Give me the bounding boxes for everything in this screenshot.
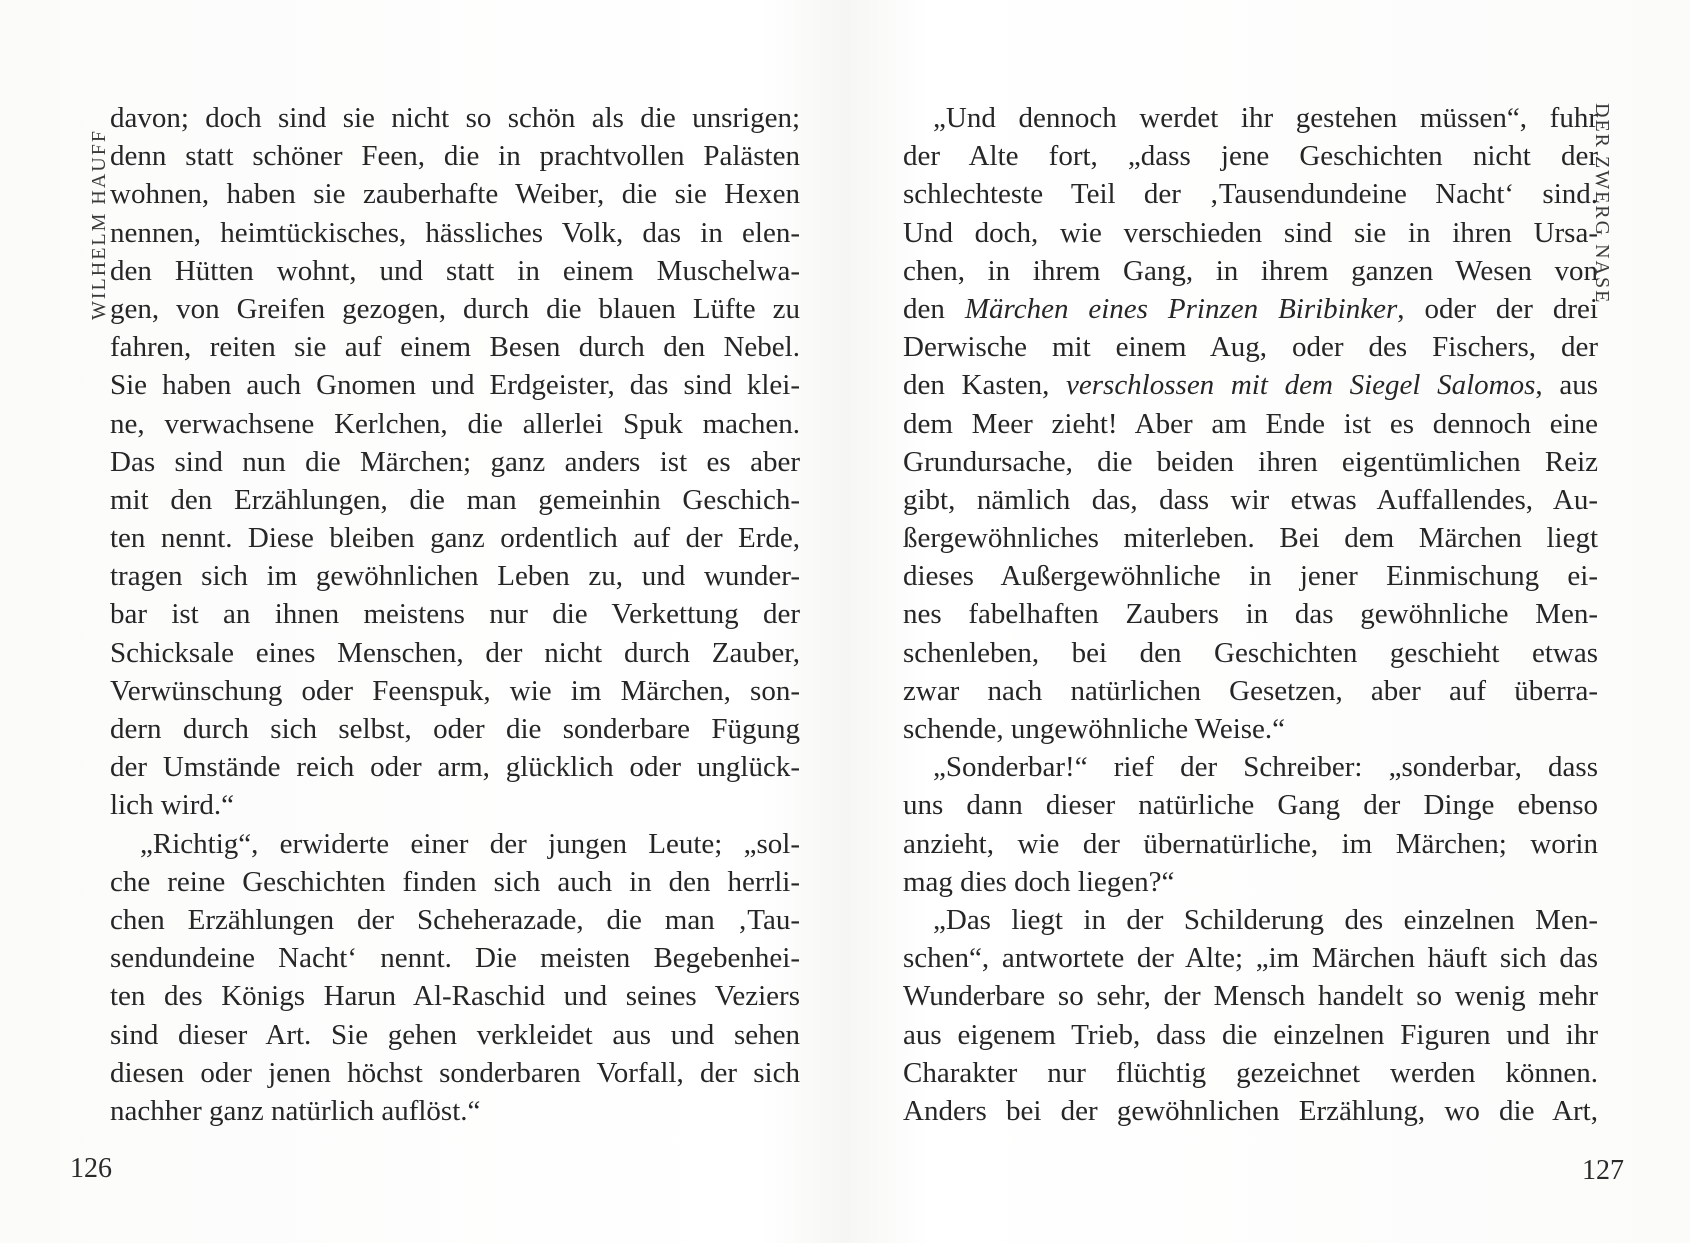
text-line: diesen oder jenen höchst sonderbaren Vorfall, der sich — [110, 1056, 800, 1089]
text-line: Charakter nur flüchtig gezeichnet werden können. — [903, 1056, 1598, 1089]
text-line: bar ist an ihnen meistens nur die Verkettung der — [110, 598, 800, 631]
text-line: nennen, heimtückisches, hässliches Volk, das in elen- — [110, 216, 800, 249]
right-page — [845, 0, 1690, 1243]
text-line: ten nennt. Diese bleiben ganz ordentlich auf der Erde, — [110, 522, 800, 555]
text-line: schende, ungewöhnliche Weise.“ — [903, 713, 1286, 745]
text-line: che reine Geschichten finden sich auch in den herrli- — [110, 865, 800, 898]
text-line: aus eigenem Trieb, dass die einzelnen Figuren und ihr — [903, 1018, 1598, 1051]
text-line: dern durch sich selbst, oder die sonderbare Fügung — [110, 713, 800, 745]
text-line: schlechteste Teil der ‚Tausendundeine Nacht‘ sind. — [903, 178, 1598, 211]
left-page-text — [110, 99, 800, 1130]
text-line: der Umstände reich oder arm, glücklich oder unglück- — [110, 751, 800, 784]
text-line: nachher ganz natürlich auflöst.“ — [110, 1094, 481, 1127]
text-line: uns dann dieser natürliche Gang der Dinge ebenso — [903, 789, 1598, 822]
text-line: „Und dennoch werdet ihr gestehen müssen“, fuhr — [933, 102, 1598, 134]
page-number-left: 126 — [70, 1153, 112, 1184]
text-line: Sie haben auch Gnomen und Erdgeister, das sind klei- — [110, 369, 800, 402]
text-line: zwar nach natürlichen Gesetzen, aber auf überra- — [903, 674, 1598, 707]
text-line: Verwünschung oder Feenspuk, wie im Märchen, son- — [110, 674, 800, 707]
page-number-right: 127 — [1582, 1155, 1624, 1186]
text-line: ne, verwachsene Kerlchen, die allerlei Spuk machen. — [110, 407, 800, 440]
text-line: dieses Außergewöhnliche in jener Einmischung ei- — [903, 560, 1598, 593]
text-line: mag dies doch liegen?“ — [903, 865, 1175, 898]
text-line: fahren, reiten sie auf einem Besen durch den Nebel. — [110, 331, 800, 364]
text-line: ten des Königs Harun Al-Raschid und seines Veziers — [110, 980, 800, 1013]
text-line: sind dieser Art. Sie gehen verkleidet aus und sehen — [110, 1018, 800, 1051]
text-line-mixed — [903, 366, 1598, 404]
text-line: schen“, antwortete der Alte; „im Märchen häuft sich das — [903, 942, 1598, 975]
text-line: chen, in ihrem Gang, in ihrem ganzen Wesen von — [903, 254, 1598, 287]
text-run: den Kasten, — [903, 369, 1066, 402]
text-run: den — [903, 292, 965, 325]
text-line: lich wird.“ — [110, 789, 235, 822]
text-line: „Sonderbar!“ rief der Schreiber: „sonderbar, dass — [933, 751, 1598, 784]
text-line: Anders bei der gewöhnlichen Erzählung, wo die Art, — [903, 1094, 1598, 1127]
text-run: , aus — [1535, 369, 1598, 402]
text-line: nes fabelhaften Zaubers in das gewöhnliche Men- — [903, 598, 1598, 631]
text-line: Das sind nun die Märchen; ganz anders ist es aber — [110, 445, 800, 478]
text-line: dem Meer zieht! Aber am Ende ist es dennoch eine — [903, 407, 1598, 440]
text-line: schenleben, bei den Geschichten geschieht etwas — [903, 636, 1598, 669]
text-line: Schicksale eines Menschen, der nicht durch Zauber, — [110, 636, 800, 669]
text-line: davon; doch sind sie nicht so schön als die unsrigen; — [110, 102, 800, 134]
text-line: Derwische mit einem Aug, oder des Fischers, der — [903, 331, 1598, 364]
text-line: den Hütten wohnt, und statt in einem Muschelwa- — [110, 254, 800, 287]
text-line: der Alte fort, „dass jene Geschichten nicht der — [903, 140, 1598, 173]
text-line: denn statt schöner Feen, die in prachtvollen Palästen — [110, 140, 800, 173]
italic-title: verschlossen mit dem Siegel Salomos — [1066, 369, 1536, 402]
text-line: sendundeine Nacht‘ nennt. Die meisten Begebenhei- — [110, 942, 800, 975]
text-line: gibt, nämlich das, dass wir etwas Auffallendes, Au- — [903, 483, 1598, 516]
text-line: mit den Erzählungen, die man gemeinhin Geschich- — [110, 483, 800, 516]
text-line: tragen sich im gewöhnlichen Leben zu, und wunder- — [110, 560, 800, 593]
text-line: Wunderbare so sehr, der Mensch handelt so wenig mehr — [903, 980, 1598, 1013]
italic-title: Märchen eines Prinzen Biribinker — [964, 292, 1398, 325]
text-line: Und doch, wie verschieden sind sie in ihren Ursa- — [903, 216, 1598, 249]
text-line: ßergewöhnliches miterleben. Bei dem Märchen liegt — [903, 522, 1598, 555]
text-line: Grundursache, die beiden ihren eigentümlichen Reiz — [903, 445, 1598, 478]
text-line: „Das liegt in der Schilderung des einzelnen Men- — [933, 903, 1598, 936]
running-head-title: DER ZWERG NASE — [1591, 103, 1613, 305]
text-line: „Richtig“, erwiderte einer der jungen Leute; „sol- — [140, 827, 800, 860]
right-page-text — [903, 99, 1598, 1130]
text-line-mixed — [903, 290, 1598, 328]
text-line: anzieht, wie der übernatürliche, im Märchen; worin — [903, 827, 1598, 860]
text-line: gen, von Greifen gezogen, durch die blauen Lüfte zu — [110, 292, 800, 325]
text-run: , oder der drei — [1397, 292, 1598, 325]
text-line: wohnen, haben sie zauberhafte Weiber, die sie Hexen — [110, 178, 800, 211]
running-head-author: WILHELM HAUFF — [88, 129, 110, 320]
text-line: chen Erzählungen der Scheherazade, die man ‚Tau- — [110, 903, 800, 936]
